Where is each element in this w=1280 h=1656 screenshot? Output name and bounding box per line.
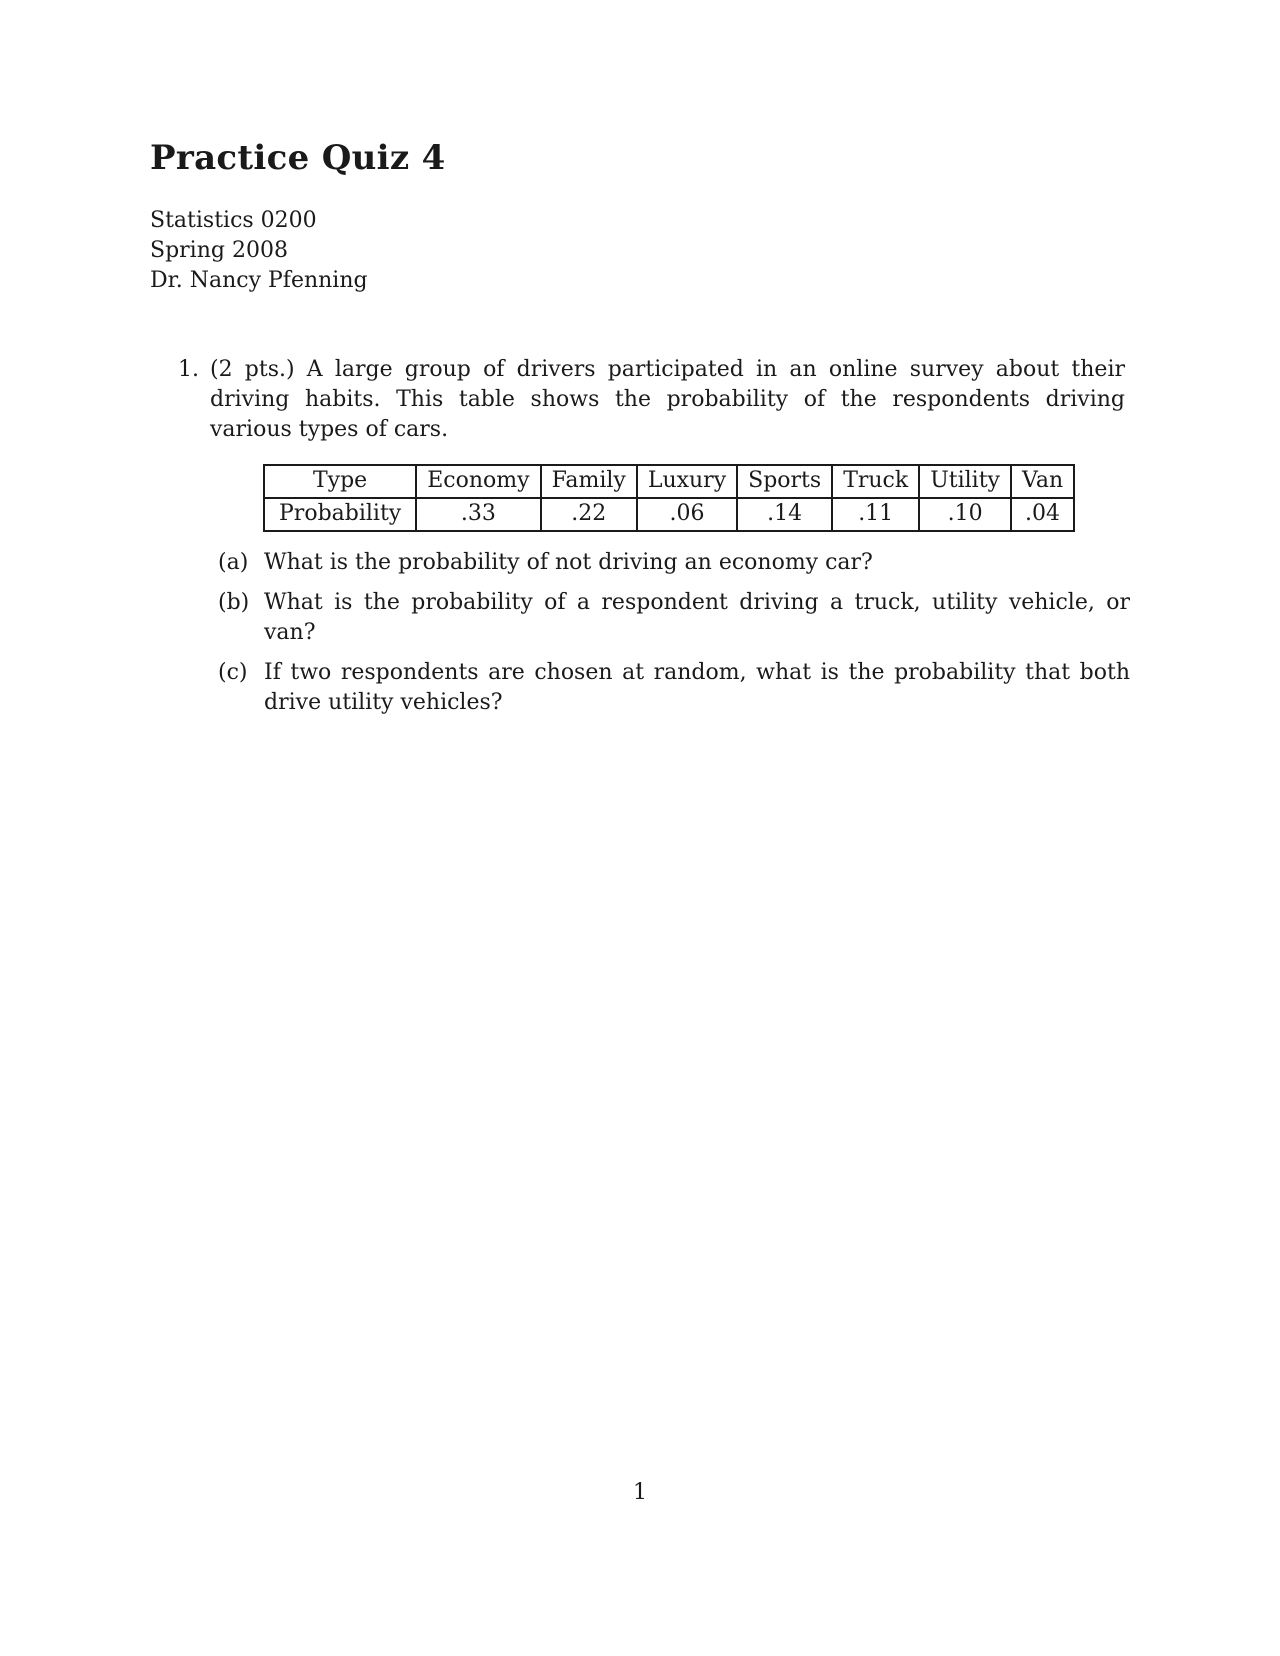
table-header-cell: Probability [264, 498, 416, 531]
table-row-probability [264, 498, 1074, 531]
table-cell-type: Luxury [637, 465, 737, 498]
table-cell-type: Economy [416, 465, 540, 498]
probability-table [263, 464, 1075, 532]
table-cell-probability: .22 [541, 498, 637, 531]
question-part-a [218, 548, 1130, 578]
table-cell-probability: .11 [832, 498, 919, 531]
course-info [150, 206, 368, 296]
term: Spring 2008 [150, 238, 288, 263]
question-text: (2 pts.) A large group of drivers participated in an online survey about their driving habits. This table shows the probability of the respondents driving various types of cars. [210, 357, 1125, 442]
part-text: What is the probability of a respondent driving a truck, utility vehicle, or van? [264, 590, 1130, 645]
part-label: (c) [218, 660, 248, 685]
part-label: (a) [218, 550, 249, 575]
table-cell-type: Utility [919, 465, 1011, 498]
page-title: Practice Quiz 4 [150, 138, 446, 178]
table-cell-type: Family [541, 465, 637, 498]
table-cell-probability: .14 [737, 498, 832, 531]
question-part-c [218, 658, 1130, 718]
table-header-cell: Type [264, 465, 416, 498]
part-text: What is the probability of not driving an economy car? [264, 550, 873, 575]
table-cell-type: Van [1011, 465, 1074, 498]
part-label: (b) [218, 590, 250, 615]
table-cell-probability: .33 [416, 498, 540, 531]
table-cell-probability: .04 [1011, 498, 1074, 531]
question-1 [150, 355, 1125, 445]
question-part-b [218, 588, 1130, 648]
table-cell-type: Truck [832, 465, 919, 498]
question-parts [218, 548, 1130, 728]
course-name: Statistics 0200 [150, 208, 317, 233]
table-cell-probability: .06 [637, 498, 737, 531]
question-number: 1. [178, 357, 199, 382]
page-number: 1 [633, 1480, 647, 1505]
part-text: If two respondents are chosen at random, what is the probability that both drive utility vehicles? [264, 660, 1130, 715]
table-row-type [264, 465, 1074, 498]
table-cell-type: Sports [737, 465, 832, 498]
table-cell-probability: .10 [919, 498, 1011, 531]
instructor: Dr. Nancy Pfenning [150, 268, 368, 293]
